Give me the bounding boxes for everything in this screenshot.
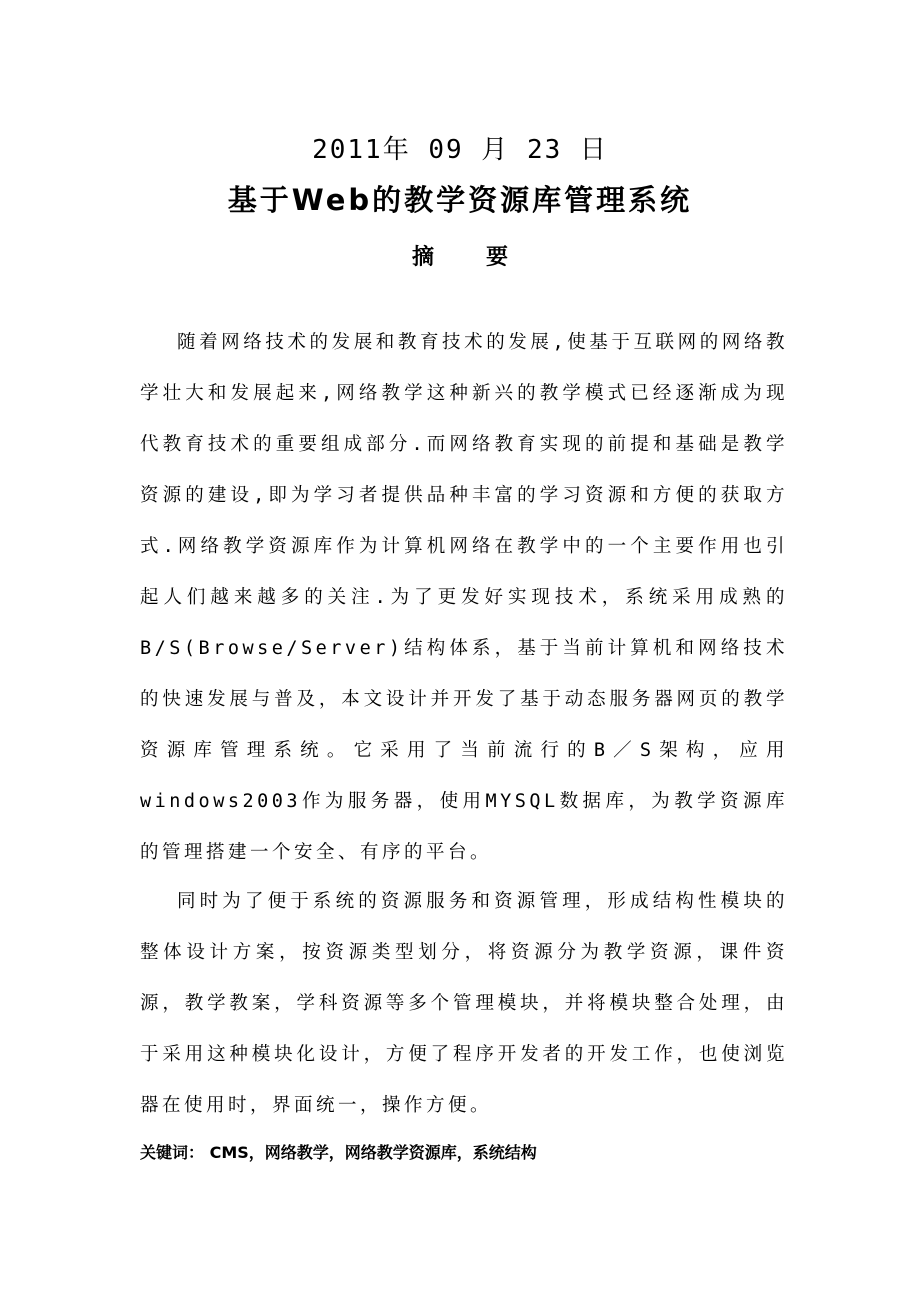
abstract-paragraph: 随着网络技术的发展和教育技术的发展,使基于互联网的网络教学壮大和发展起来,网络教学这种新兴的教学模式已经逐渐成为现代教育技术的重要组成部分.而网络教育实现的前提和基础是教学资源的建设,即为学习者提供品种丰富的学习资源和方便的获取方式.网络教学资源库作为计算机网络在教学中的一个主要作用也引起人们越来越多的关注.为了更发好实现技术，系统采用成熟的B/S(Browse/Server)结构体系，基于当前计算机和网络技术的快速发展与普及，本文设计并开发了基于动态服务器网页的教学资源库管理系统。它采用了当前流行的B／S架构，应用windows2003作为服务器，使用MYSQL数据库，为教学资源库的管理搭建一个安全、有序的平台。 [140, 332, 788, 863]
abstract-heading [0, 240, 920, 276]
document-title: 基于Web的教学资源库管理系统 [227, 183, 693, 217]
abstract-heading-right: 要 [486, 245, 509, 270]
document-date: 2011年 09 月 23 日 [312, 135, 608, 165]
abstract-paragraph: 同时为了便于系统的资源服务和资源管理，形成结构性模块的整体设计方案，按资源类型划分，将资源分为教学资源，课件资源，教学教案，学科资源等多个管理模块，并将模块整合处理，由于采用这种模块化设计，方便了程序开发者的开发工作，也使浏览器在使用时，界面统一，操作方便。 [140, 891, 788, 1116]
keywords-line: 关键词： CMS，网络教学，网络教学资源库，系统结构 [140, 1143, 537, 1162]
abstract-heading-left: 摘 [411, 245, 434, 270]
